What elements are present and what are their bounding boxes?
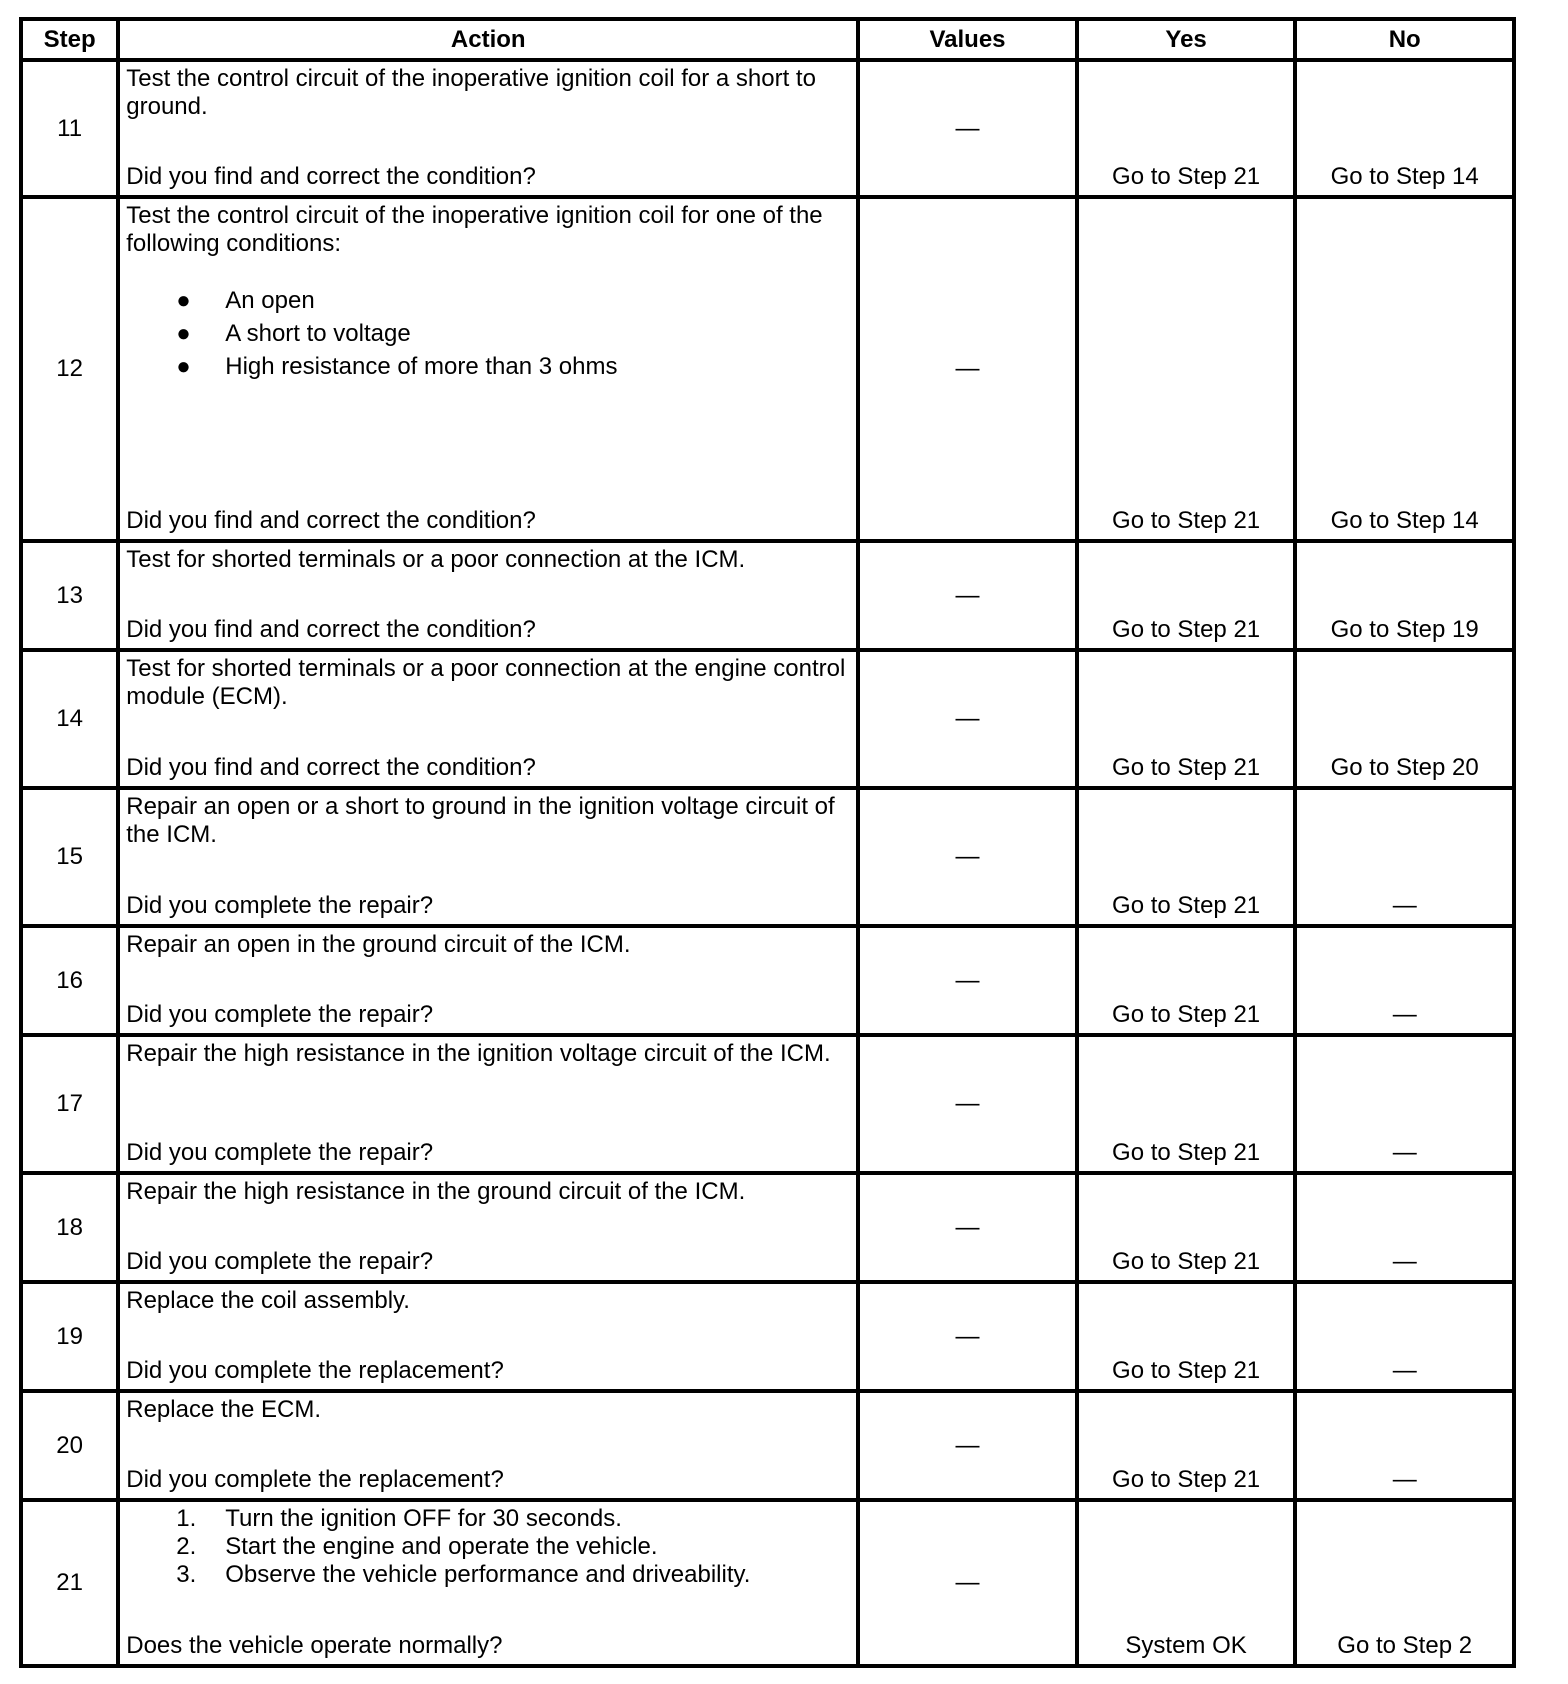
step-cell: 19 — [21, 1282, 118, 1391]
values-cell: — — [858, 926, 1077, 1035]
yes-text: Go to Step 21 — [1112, 1001, 1261, 1028]
table-row — [21, 788, 1514, 926]
list-item: ● An open — [126, 284, 850, 317]
table-row — [21, 1173, 1514, 1282]
list-item: ● A short to voltage — [126, 317, 850, 350]
step-cell: 20 — [21, 1391, 118, 1500]
yes-text: Go to Step 21 — [1112, 507, 1261, 534]
table-row — [21, 197, 1514, 541]
yes-cell — [1077, 60, 1296, 197]
action-question: Did you find and correct the condition? — [126, 507, 536, 534]
values-cell: — — [858, 788, 1077, 926]
header-action: Action — [118, 19, 858, 60]
step-cell: 17 — [21, 1035, 118, 1173]
values-cell: — — [858, 1500, 1077, 1666]
table-row — [21, 541, 1514, 650]
no-text: Go to Step 20 — [1330, 754, 1479, 781]
yes-text: System OK — [1125, 1632, 1247, 1659]
action-text: Test for shorted terminals or a poor connection at the engine control module (ECM). — [126, 655, 846, 710]
no-text: — — [1392, 1139, 1417, 1166]
bullet-icon: ● — [176, 320, 191, 347]
yes-text: Go to Step 21 — [1112, 1357, 1261, 1384]
list-item: ● High resistance of more than 3 ohms — [126, 350, 850, 383]
no-cell — [1295, 650, 1514, 788]
action-question: Did you complete the repair? — [126, 892, 434, 919]
yes-cell — [1077, 541, 1296, 650]
yes-text: Go to Step 21 — [1112, 892, 1261, 919]
yes-cell — [1077, 1035, 1296, 1173]
yes-text: Go to Step 21 — [1112, 1466, 1261, 1493]
no-cell — [1295, 926, 1514, 1035]
action-text: Repair the high resistance in the ground circuit of the ICM. — [126, 1178, 746, 1205]
step-cell: 15 — [21, 788, 118, 926]
action-cell — [118, 650, 858, 788]
header-values: Values — [858, 19, 1077, 60]
yes-text: Go to Step 21 — [1112, 1248, 1261, 1275]
no-text: — — [1392, 1001, 1417, 1028]
table-row — [21, 650, 1514, 788]
yes-cell — [1077, 1282, 1296, 1391]
header-yes: Yes — [1077, 19, 1296, 60]
table-row — [21, 926, 1514, 1035]
action-cell — [118, 60, 858, 197]
values-cell: — — [858, 60, 1077, 197]
action-question: Did you complete the repair? — [126, 1139, 434, 1166]
header-row — [21, 19, 1514, 60]
action-cell — [118, 1282, 858, 1391]
no-text: Go to Step 19 — [1330, 616, 1479, 643]
yes-cell — [1077, 197, 1296, 541]
action-text: Test for shorted terminals or a poor connection at the ICM. — [126, 546, 746, 573]
values-cell: — — [858, 197, 1077, 541]
step-cell: 18 — [21, 1173, 118, 1282]
no-cell — [1295, 1282, 1514, 1391]
table-row — [21, 1500, 1514, 1666]
header-no: No — [1295, 19, 1514, 60]
action-cell — [118, 926, 858, 1035]
action-question: Did you complete the replacement? — [126, 1466, 504, 1493]
values-cell: — — [858, 1173, 1077, 1282]
yes-text: Go to Step 21 — [1112, 1139, 1261, 1166]
action-cell — [118, 197, 858, 541]
values-cell: — — [858, 541, 1077, 650]
no-cell — [1295, 788, 1514, 926]
values-cell: — — [858, 650, 1077, 788]
list-item: 3. Observe the vehicle performance and driveability. — [176, 1561, 751, 1588]
action-question: Does the vehicle operate normally? — [126, 1632, 503, 1659]
action-text: Test the control circuit of the inoperative ignition coil for a short to ground. — [126, 65, 816, 120]
yes-cell — [1077, 650, 1296, 788]
action-text: Repair an open in the ground circuit of the ICM. — [126, 931, 631, 958]
table-row — [21, 60, 1514, 197]
yes-text: Go to Step 21 — [1112, 616, 1261, 643]
yes-cell — [1077, 1500, 1296, 1666]
condition-list — [126, 284, 850, 383]
no-text: Go to Step 14 — [1330, 507, 1479, 534]
yes-cell — [1077, 788, 1296, 926]
list-item: 1. Turn the ignition OFF for 30 seconds. — [176, 1505, 622, 1532]
no-text: — — [1392, 1357, 1417, 1384]
step-cell: 12 — [21, 197, 118, 541]
action-text: Repair an open or a short to ground in the ignition voltage circuit of the ICM. — [126, 793, 835, 848]
values-cell: — — [858, 1282, 1077, 1391]
no-text: — — [1392, 1248, 1417, 1275]
yes-cell — [1077, 926, 1296, 1035]
no-cell — [1295, 60, 1514, 197]
action-cell — [118, 1035, 858, 1173]
action-cell — [118, 788, 858, 926]
action-cell — [118, 541, 858, 650]
action-question: Did you complete the replacement? — [126, 1357, 504, 1384]
no-cell — [1295, 1391, 1514, 1500]
procedure-list — [126, 1505, 850, 1589]
action-cell — [118, 1391, 858, 1500]
values-cell: — — [858, 1035, 1077, 1173]
bullet-icon: ● — [176, 287, 191, 314]
step-cell: 11 — [21, 60, 118, 197]
table-row — [21, 1282, 1514, 1391]
no-cell — [1295, 1035, 1514, 1173]
action-question: Did you complete the repair? — [126, 1248, 434, 1275]
yes-text: Go to Step 21 — [1112, 754, 1261, 781]
yes-cell — [1077, 1173, 1296, 1282]
action-text: Repair the high resistance in the ignition voltage circuit of the ICM. — [126, 1040, 831, 1067]
values-cell: — — [858, 1391, 1077, 1500]
no-text: Go to Step 2 — [1337, 1632, 1473, 1659]
step-cell: 13 — [21, 541, 118, 650]
table-row — [21, 1391, 1514, 1500]
no-cell — [1295, 541, 1514, 650]
table-row — [21, 1035, 1514, 1173]
header-step: Step — [21, 19, 118, 60]
action-cell — [118, 1500, 858, 1666]
yes-text: Go to Step 21 — [1112, 163, 1261, 190]
no-text: — — [1392, 892, 1417, 919]
step-cell: 16 — [21, 926, 118, 1035]
step-cell: 14 — [21, 650, 118, 788]
action-cell — [118, 1173, 858, 1282]
action-text: Replace the coil assembly. — [126, 1287, 410, 1314]
no-text: — — [1392, 1466, 1417, 1493]
action-question: Did you find and correct the condition? — [126, 616, 536, 643]
bullet-icon: ● — [176, 353, 191, 380]
action-text: Test the control circuit of the inoperative ignition coil for one of the following conditions: — [126, 202, 823, 257]
action-text: Replace the ECM. — [126, 1396, 322, 1423]
diagnostic-table-page — [19, 17, 1516, 1668]
action-question: Did you find and correct the condition? — [126, 163, 536, 190]
diagnostic-table — [19, 17, 1516, 1668]
action-question: Did you find and correct the condition? — [126, 754, 536, 781]
action-question: Did you complete the repair? — [126, 1001, 434, 1028]
no-cell — [1295, 197, 1514, 541]
list-item: 2. Start the engine and operate the vehicle. — [176, 1533, 658, 1560]
yes-cell — [1077, 1391, 1296, 1500]
step-cell: 21 — [21, 1500, 118, 1666]
no-text: Go to Step 14 — [1330, 163, 1479, 190]
no-cell — [1295, 1500, 1514, 1666]
no-cell — [1295, 1173, 1514, 1282]
